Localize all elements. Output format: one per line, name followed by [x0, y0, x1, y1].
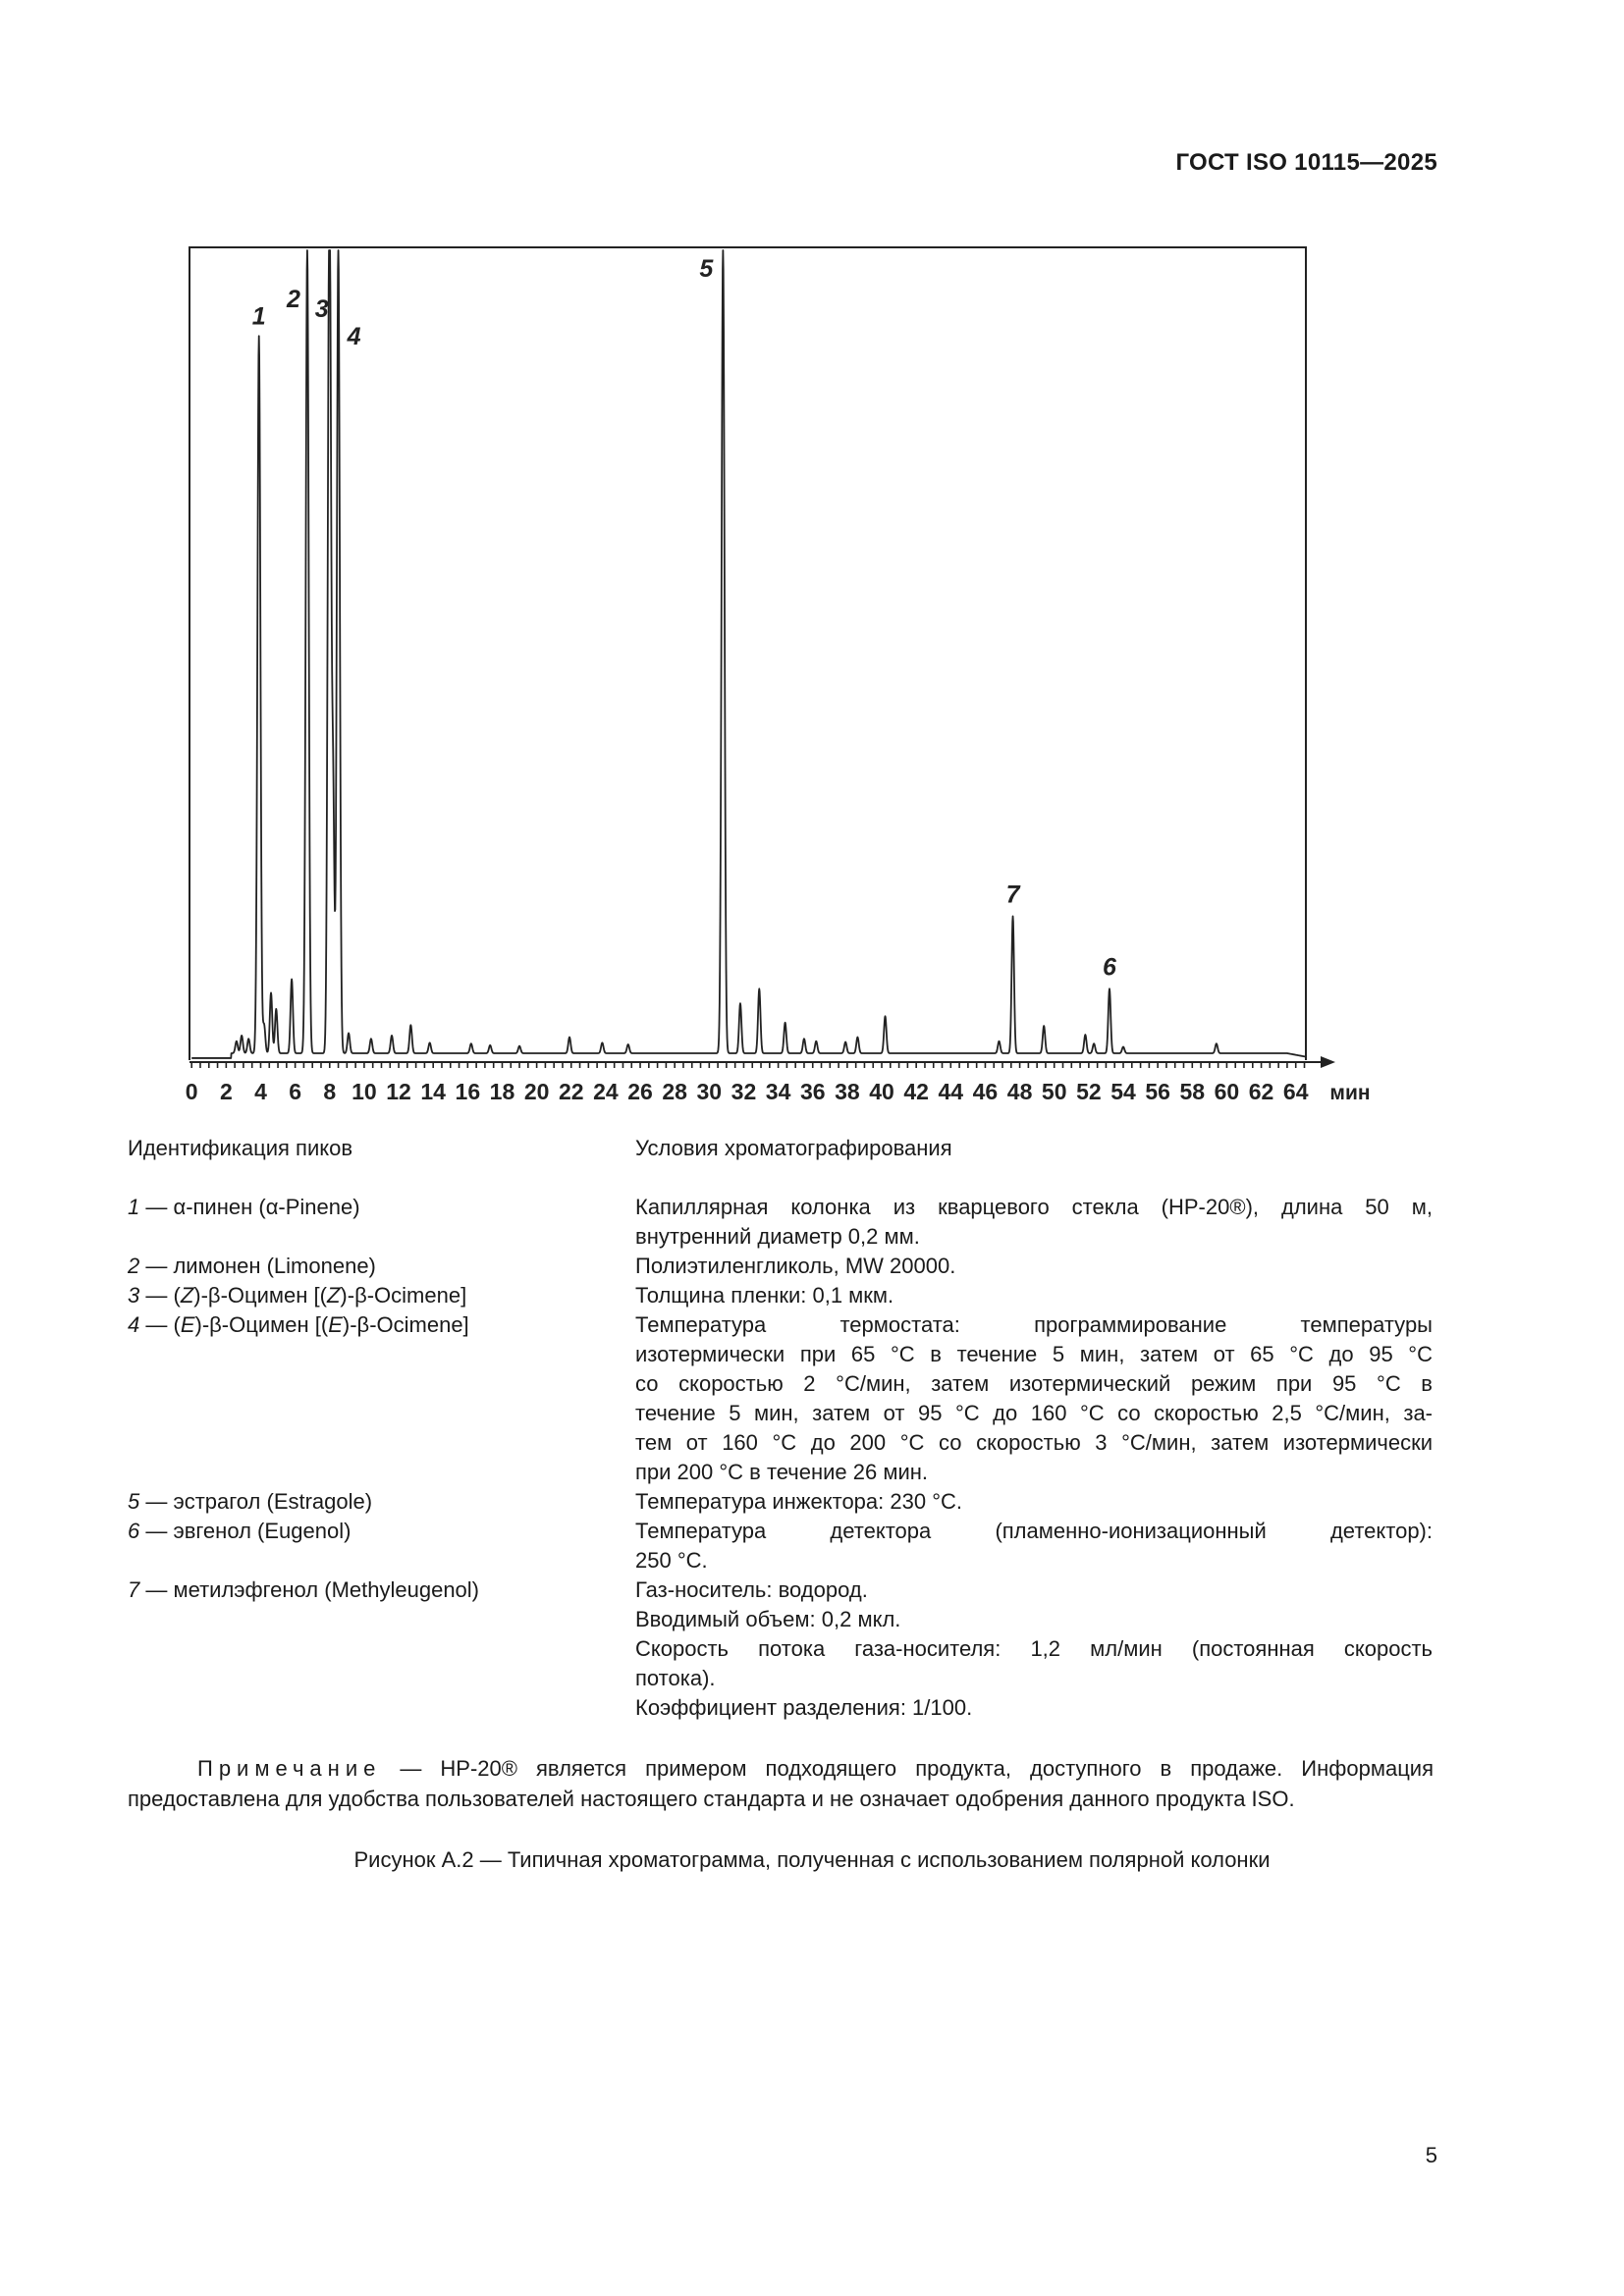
x-tick-label: 44: [938, 1079, 964, 1104]
x-tick-label: 52: [1076, 1079, 1102, 1104]
condition-column-line: внутренний диаметр 0,2 мм.: [635, 1224, 920, 1249]
x-tick-label: 54: [1110, 1079, 1136, 1104]
condition-oven-line: течение 5 мин, затем от 95 °С до 160 °С со скоростью 2,5 °С/мин, за-: [635, 1401, 1433, 1425]
plot-frame: [189, 247, 1306, 1060]
peak-name-part: Z: [326, 1283, 341, 1308]
peak-number: 2: [128, 1254, 140, 1278]
x-tick-label: 36: [799, 1079, 826, 1104]
chromatography-conditions: [635, 1134, 1433, 1723]
peak-item-6: [128, 1517, 619, 1575]
x-tick-label: 18: [489, 1079, 515, 1104]
peak-identification: [128, 1134, 619, 1605]
note-text: — HP-20® является примером подходящего продукта, доступного в продаже. Информация предоставлена для удобства пользователей настоящего стандарта и не означает одобрения данного продукта ISO.: [128, 1756, 1434, 1811]
x-tick-label: 4: [254, 1079, 267, 1104]
condition-detector-line: 250 °С.: [635, 1548, 708, 1573]
x-tick-label: 34: [765, 1079, 791, 1104]
x-tick-label: 58: [1179, 1079, 1206, 1104]
conditions-heading: Условия хроматографирования: [635, 1136, 952, 1160]
peak-name-part: )-β-Оцимен [(: [194, 1312, 329, 1337]
x-tick-label: 50: [1041, 1079, 1067, 1104]
chromatogram-chart: [147, 231, 1394, 1134]
condition-flow-line: Скорость потока газа-носителя: 1,2 мл/мин (постоянная скорость: [635, 1636, 1433, 1661]
x-tick-label: 20: [523, 1079, 550, 1104]
condition-volume: Вводимый объем: 0,2 мкл.: [635, 1607, 901, 1631]
peak-number: 6: [128, 1519, 140, 1543]
peak-item-4: [128, 1310, 619, 1487]
peak-name: — α-пинен (α-Pinene): [139, 1195, 360, 1219]
document-header: ГОСТ ISO 10115—2025: [1175, 149, 1437, 176]
peak-name-part: — (: [139, 1312, 181, 1337]
peak-name-part: E: [180, 1312, 195, 1337]
condition-film: Толщина пленки: 0,1 мкм.: [635, 1283, 894, 1308]
peak-name-part: — (: [139, 1283, 181, 1308]
x-tick-label: 16: [455, 1079, 481, 1104]
condition-column-line: Капиллярная колонка из кварцевого стекла (HP-20®), длина 50 м,: [635, 1195, 1433, 1219]
peak-name-part: Z: [180, 1283, 194, 1308]
x-tick-label: 12: [386, 1079, 411, 1104]
condition-oven-line: при 200 °С в течение 26 мин.: [635, 1460, 929, 1484]
x-tick-label: 56: [1145, 1079, 1170, 1104]
peak-name: — лимонен (Limonene): [139, 1254, 376, 1278]
condition-oven-line: Температура термостата: программирование температуры: [635, 1312, 1433, 1337]
peak-identification-heading: Идентификация пиков: [128, 1136, 353, 1160]
x-tick-label: 6: [289, 1079, 302, 1104]
x-tick-label: 0: [185, 1079, 198, 1104]
peak-item-1: [128, 1193, 619, 1252]
x-tick-label: 14: [420, 1079, 446, 1104]
peak-item-7: [128, 1575, 619, 1605]
peak-name-part: )-β-Ocimene]: [342, 1312, 469, 1337]
peak-item-2: [128, 1252, 619, 1281]
peak-number: 7: [128, 1577, 140, 1602]
condition-phase: Полиэтиленгликоль, MW 20000.: [635, 1254, 956, 1278]
peak-label-3: 3: [314, 295, 329, 323]
x-tick-label: 26: [627, 1079, 653, 1104]
x-tick-label: 48: [1006, 1079, 1033, 1104]
condition-split: Коэффициент разделения: 1/100.: [635, 1695, 973, 1720]
peak-label-4: 4: [347, 323, 361, 350]
x-tick-label: 64: [1282, 1079, 1309, 1104]
chromatogram-figure: [147, 231, 1394, 1134]
peak-label-5: 5: [699, 255, 714, 283]
condition-oven-line: изотермически при 65 °С в течение 5 мин, затем от 65 °С до 95 °С: [635, 1342, 1433, 1366]
peak-number: 4: [128, 1312, 140, 1337]
note-label: Примечание: [197, 1756, 382, 1781]
peak-item-5: [128, 1487, 619, 1517]
x-tick-label: 46: [972, 1079, 999, 1104]
x-tick-label: 42: [903, 1079, 929, 1104]
x-tick-label: 60: [1214, 1079, 1240, 1104]
peak-name-part: E: [328, 1312, 343, 1337]
peak-name-part: )-β-Ocimene]: [340, 1283, 467, 1308]
x-tick-label: 62: [1248, 1079, 1274, 1104]
x-tick-label: 40: [869, 1079, 894, 1104]
peak-name: — метилэфгенол (Methyleugenol): [139, 1577, 480, 1602]
x-tick-label: 2: [219, 1079, 233, 1104]
peak-label-2: 2: [286, 286, 300, 313]
condition-carrier: Газ-носитель: водород.: [635, 1577, 868, 1602]
peak-label-6: 6: [1102, 953, 1116, 982]
x-tick-label: 22: [558, 1079, 584, 1104]
x-axis-unit-label: мин: [1329, 1082, 1371, 1104]
peak-number: 5: [128, 1489, 140, 1514]
x-tick-label: 10: [352, 1079, 377, 1104]
chromatogram-trace: [191, 250, 1306, 1058]
peak-name-part: )-β-Оцимен [(: [193, 1283, 327, 1308]
x-tick-label: 28: [662, 1079, 687, 1104]
x-tick-label: 8: [323, 1079, 337, 1104]
x-tick-label: 30: [696, 1079, 723, 1104]
peak-name: — эстрагол (Estragole): [139, 1489, 373, 1514]
condition-flow-line: потока).: [635, 1666, 716, 1690]
peak-number: 3: [128, 1283, 140, 1308]
peak-number: 1: [128, 1195, 140, 1219]
condition-detector-line: Температура детектора (пламенно-ионизационный детектор):: [635, 1519, 1433, 1543]
peak-label-1: 1: [251, 302, 266, 331]
x-tick-label: 38: [835, 1079, 860, 1104]
peak-label-7: 7: [1005, 881, 1020, 909]
x-axis-arrow: [1321, 1056, 1335, 1068]
figure-note: [128, 1753, 1434, 1814]
condition-oven-line: тем от 160 °С до 200 °С со скоростью 3 °С/мин, затем изотермически: [635, 1430, 1433, 1455]
condition-injector: Температура инжектора: 230 °С.: [635, 1489, 962, 1514]
figure-caption: Рисунок А.2 — Типичная хроматограмма, полученная с использованием полярной колонки: [353, 1847, 1271, 1872]
peak-item-3: [128, 1281, 619, 1310]
page-number: 5: [1425, 2143, 1437, 2167]
x-tick-label: 24: [593, 1079, 619, 1104]
condition-oven-line: со скоростью 2 °С/мин, затем изотермический режим при 95 °С в: [635, 1371, 1433, 1396]
peak-name: — эвгенол (Eugenol): [139, 1519, 352, 1543]
x-tick-label: 32: [731, 1079, 757, 1104]
